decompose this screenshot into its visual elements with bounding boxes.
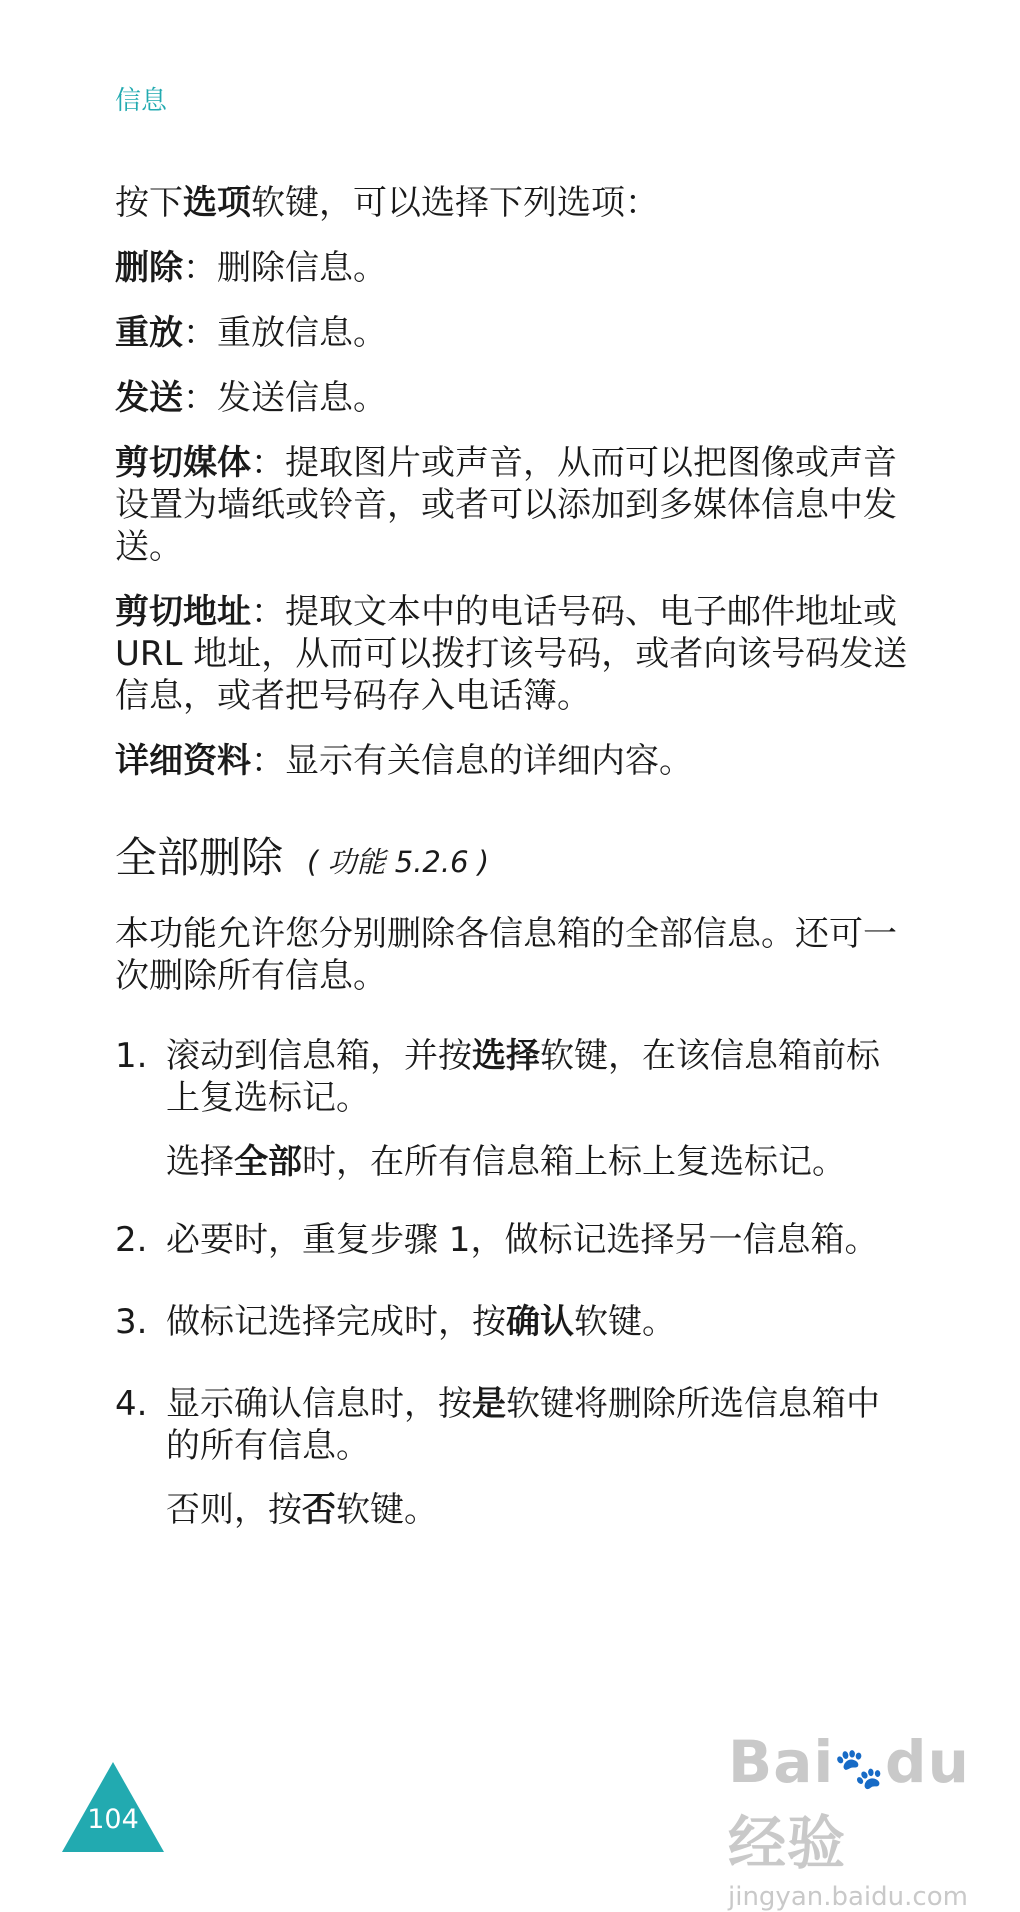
option-send: 发送：发送信息。 (115, 378, 387, 418)
option-cut-media: 剪切媒体：提取图片或声音，从而可以把图像或声音设置为墙纸或铃音，或者可以添加到多媒体信息中发送。 (115, 443, 897, 567)
step-4-note: 否则，按否软键。 (166, 1490, 438, 1530)
step-2 (115, 1219, 915, 1261)
page-number: 104 (87, 1804, 139, 1835)
step-1-note: 选择全部时，在所有信息箱上标上复选标记。 (166, 1142, 846, 1182)
step-4 (115, 1383, 915, 1467)
intro-text: 按下选项软键，可以选择下列选项： (115, 183, 659, 223)
section-heading (115, 834, 915, 883)
step-1 (115, 1035, 915, 1119)
watermark-url: jingyan.baidu.com (728, 1882, 968, 1912)
step-text: 显示确认信息时，按是软键将删除所选信息箱中的所有信息。 (166, 1384, 880, 1466)
watermark-logo: Bai🐾du 经验 (728, 1728, 970, 1877)
page-number-badge (62, 1762, 164, 1852)
step-text: 必要时，重复步骤 1，做标记选择另一信息箱。 (166, 1220, 879, 1260)
step-3 (115, 1301, 915, 1343)
step-number: 3. (115, 1302, 148, 1342)
option-cut-address: 剪切地址：提取文本中的电话号码、电子邮件地址或 URL 地址，从而可以拨打该号码，或者向该号码发送信息，或者把号码存入电话簿。 (115, 592, 908, 716)
option-replay: 重放：重放信息。 (115, 313, 387, 353)
section-tag: 信息 (115, 86, 168, 116)
options-softkey-label: 选项 (183, 183, 251, 223)
step-text: 做标记选择完成时，按确认软键。 (166, 1302, 676, 1342)
paw-icon: 🐾 (834, 1746, 886, 1792)
section-description: 本功能允许您分别删除各信息箱的全部信息。还可一次删除所有信息。 (115, 914, 897, 996)
step-text: 滚动到信息箱，并按选择软键，在该信息箱前标上复选标记。 (166, 1036, 880, 1118)
step-number: 1. (115, 1036, 148, 1076)
page-content (115, 182, 915, 1567)
section-title: 全部删除 (115, 833, 284, 882)
step-number: 4. (115, 1384, 148, 1424)
baidu-watermark (728, 1728, 988, 1912)
option-delete: 删除：删除信息。 (115, 248, 387, 288)
step-number: 2. (115, 1220, 148, 1260)
section-subtitle: ( 功能 5.2.6 ) (307, 845, 490, 879)
option-details: 详细资料：显示有关信息的详细内容。 (115, 741, 693, 781)
